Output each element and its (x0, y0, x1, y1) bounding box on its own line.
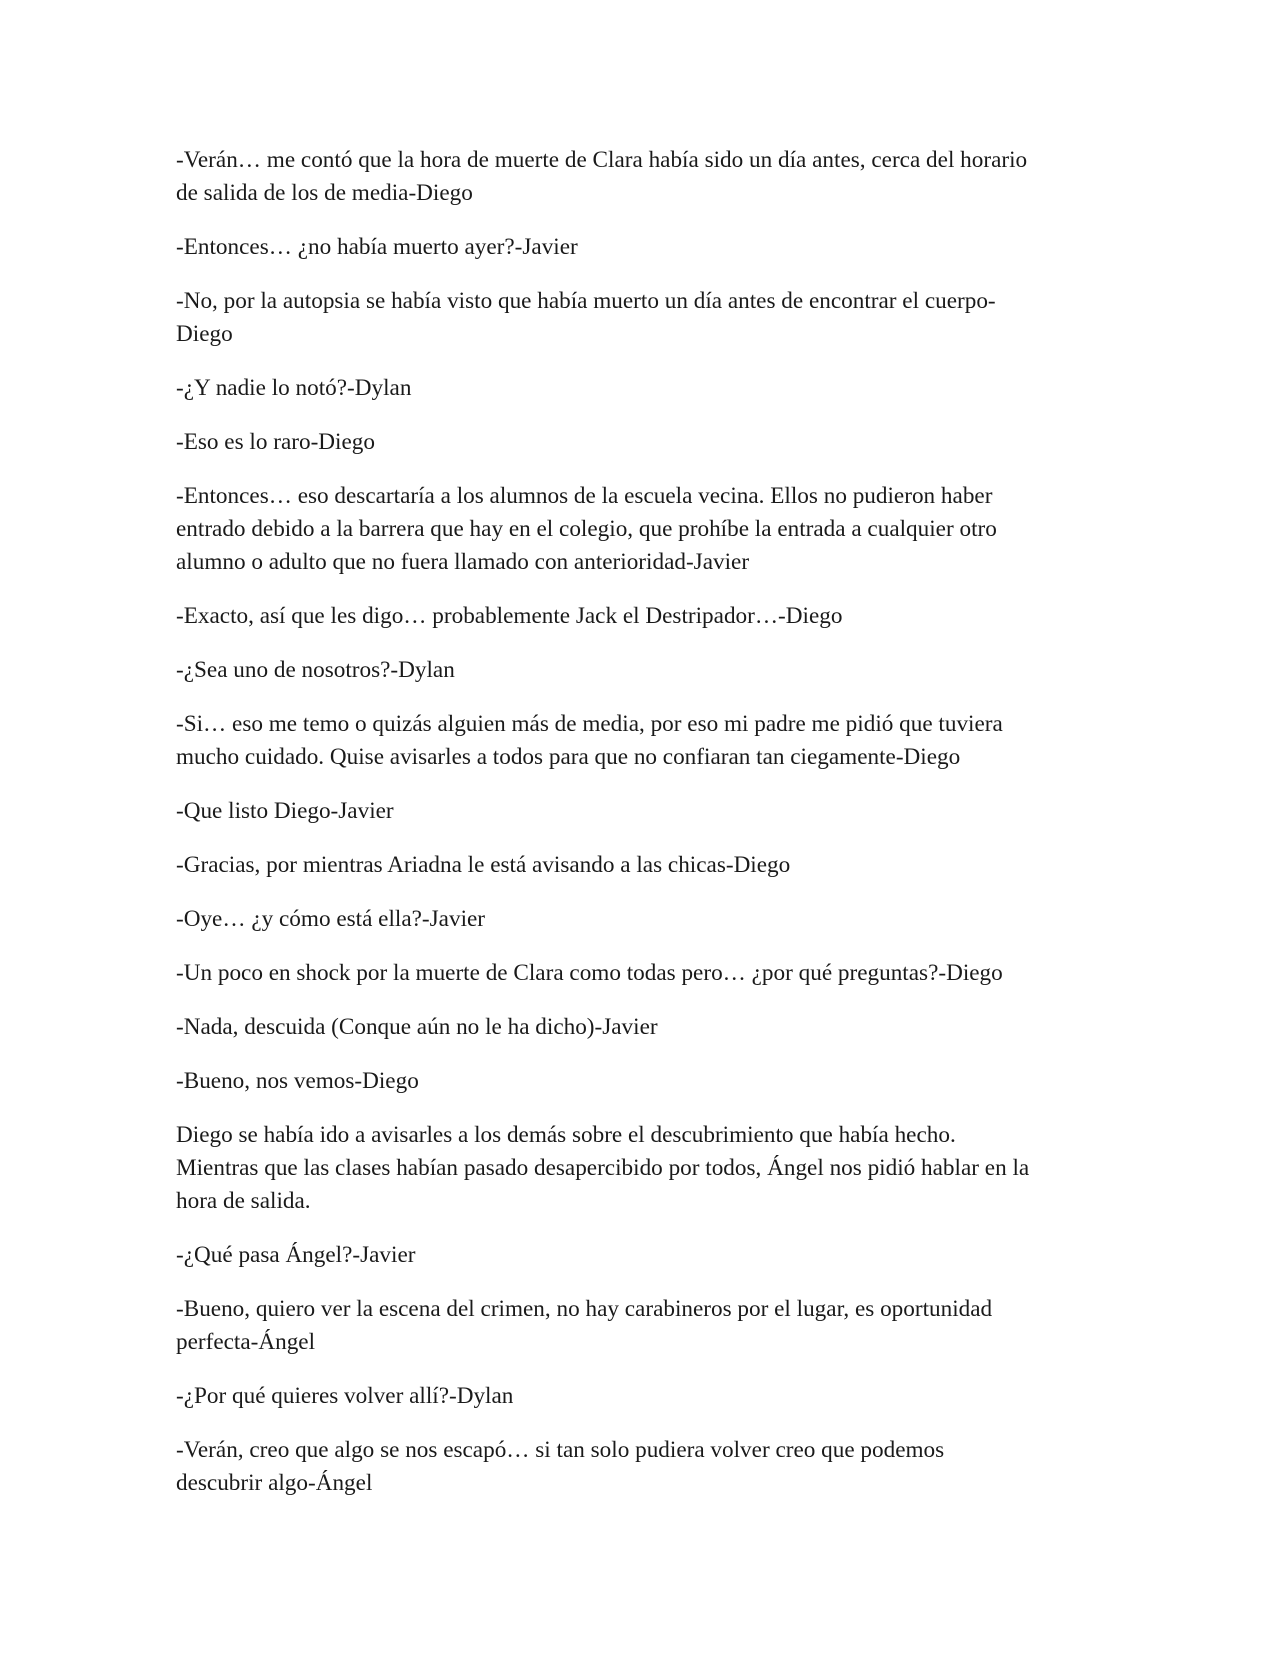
paragraph: -Entonces… eso descartaría a los alumnos de la escuela vecina. Ellos no pudieron haber entrado debido a la barrera que hay en el colegio, que prohíbe la entrada a cualquier otro alumno o adulto que no fuera llamado con anterioridad-Javier (176, 483, 997, 575)
document-body (176, 144, 1106, 1521)
paragraph: -Exacto, así que les digo… probablemente Jack el Destripador…-Diego (176, 603, 843, 629)
paragraph: -Entonces… ¿no había muerto ayer?-Javier (176, 234, 578, 260)
paragraph: -¿Por qué quieres volver allí?-Dylan (176, 1383, 514, 1409)
paragraph: -Eso es lo raro-Diego (176, 429, 375, 455)
paragraph: -Oye… ¿y cómo está ella?-Javier (176, 906, 486, 932)
paragraph: -Nada, descuida (Conque aún no le ha dicho)-Javier (176, 1014, 658, 1040)
paragraph: -Gracias, por mientras Ariadna le está avisando a las chicas-Diego (176, 852, 791, 878)
paragraph: -¿Qué pasa Ángel?-Javier (176, 1242, 416, 1268)
paragraph: -Verán… me contó que la hora de muerte de Clara había sido un día antes, cerca del horario de salida de los de media-Diego (176, 147, 1028, 206)
paragraph: -Bueno, nos vemos-Diego (176, 1068, 419, 1094)
paragraph: -No, por la autopsia se había visto que había muerto un día antes de encontrar el cuerpo- Diego (176, 288, 996, 347)
paragraph: -Verán, creo que algo se nos escapó… si tan solo pudiera volver creo que podemos descubrir algo-Ángel (176, 1437, 945, 1496)
paragraph: -Un poco en shock por la muerte de Clara como todas pero… ¿por qué preguntas?-Diego (176, 960, 1003, 986)
paragraph: Diego se había ido a avisarles a los demás sobre el descubrimiento que había hecho. Mientras que las clases habían pasado desapercibido por todos, Ángel nos pidió hablar en la hora de salida. (176, 1122, 1030, 1214)
paragraph: -Que listo Diego-Javier (176, 798, 394, 824)
paragraph: -¿Y nadie lo notó?-Dylan (176, 375, 412, 401)
paragraph: -Si… eso me temo o quizás alguien más de media, por eso mi padre me pidió que tuviera mucho cuidado. Quise avisarles a todos para que no confiaran tan ciegamente-Diego (176, 711, 1003, 770)
paragraph: -¿Sea uno de nosotros?-Dylan (176, 657, 455, 683)
paragraph: -Bueno, quiero ver la escena del crimen, no hay carabineros por el lugar, es oportunidad perfecta-Ángel (176, 1296, 993, 1355)
